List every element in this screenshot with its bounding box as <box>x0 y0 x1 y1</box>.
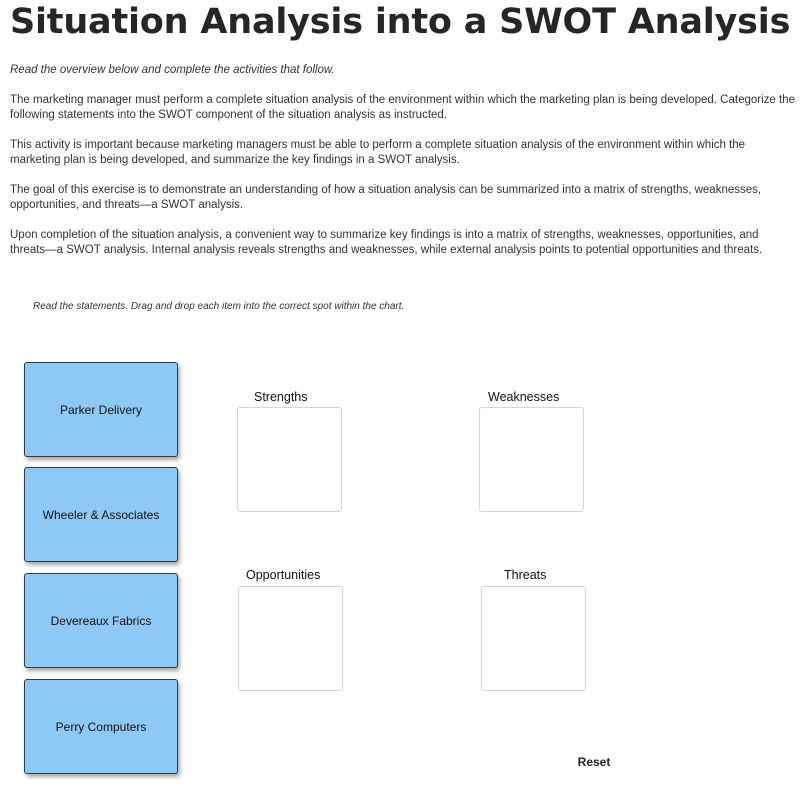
paragraph-4: Upon completion of the situation analysis, a convenient way to summarize key findings is into a matrix of strengths, weaknesses, opportunities, and threats—a SWOT analysis. Internal analysis reveals strengths and weaknesses, while external analysis points to potential opportunities and threats. <box>10 229 763 256</box>
threats-drop-zone[interactable] <box>481 586 586 691</box>
paragraph-1: The marketing manager must perform a complete situation analysis of the environment within which the marketing plan is being developed. Categorize the following statements into the SWOT component of the situation analysis as instructed. <box>10 94 795 121</box>
paragraph-2: This activity is important because marketing managers must be able to perform a complete situation analysis of the environment within which the marketing plan is being developed, and summarize the key findings in a SWOT analysis. <box>10 139 746 166</box>
intro-text: Read the overview below and complete the activities that follow. <box>10 64 335 76</box>
opportunities-label: Opportunities <box>246 568 321 582</box>
page-title: Situation Analysis into a SWOT Analysis <box>10 2 791 42</box>
strengths-label: Strengths <box>254 390 308 404</box>
reset-button[interactable]: Reset <box>570 752 618 772</box>
activity-instruction: Read the statements. Drag and drop each item into the correct spot within the chart. <box>33 301 405 312</box>
drag-item-parker-delivery[interactable]: Parker Delivery <box>24 362 178 457</box>
strengths-drop-zone[interactable] <box>237 407 342 512</box>
opportunities-drop-zone[interactable] <box>238 586 343 691</box>
paragraph-3: The goal of this exercise is to demonstrate an understanding of how a situation analysis can be summarized into a matrix of strengths, weaknesses, opportunities, and threats—a SWOT analysis. <box>10 184 762 211</box>
weaknesses-drop-zone[interactable] <box>479 407 584 512</box>
drag-item-perry-computers[interactable]: Perry Computers <box>24 679 178 774</box>
drag-item-wheeler-associates[interactable]: Wheeler & Associates <box>24 467 178 562</box>
threats-label: Threats <box>504 568 547 582</box>
weaknesses-label: Weaknesses <box>488 390 560 404</box>
drag-item-devereaux-fabrics[interactable]: Devereaux Fabrics <box>24 573 178 668</box>
